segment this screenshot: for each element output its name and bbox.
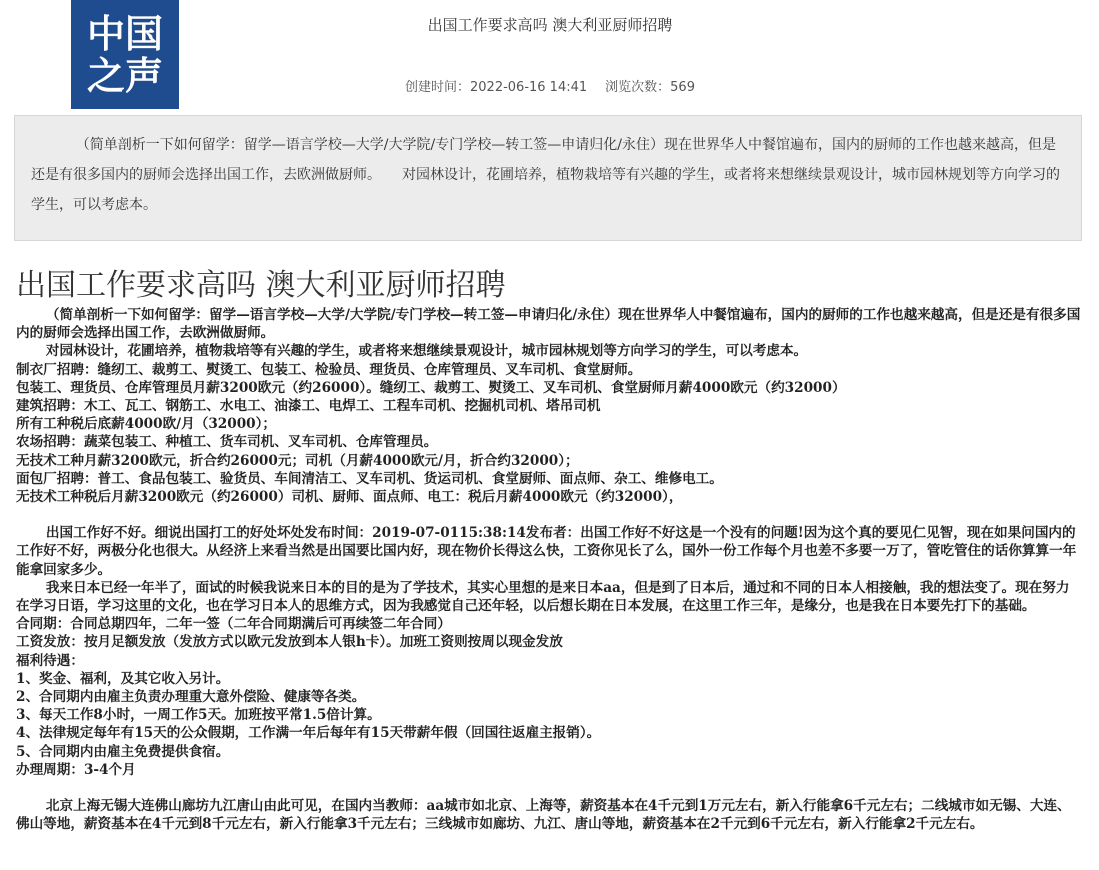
article [16, 266, 1082, 833]
paragraph: 所有工种税后底薪4000欧/月（32000）； [16, 416, 277, 433]
paragraph: 办理周期：3-4个月 [16, 761, 136, 778]
view-count: 浏览次数：569 [605, 80, 695, 95]
site-logo[interactable] [71, 0, 179, 109]
paragraph: 包装工、理货员、仓库管理员月薪3200欧元（约26000）。缝纫工、裁剪工、熨烫工、叉车司机、食堂厨师月薪4000欧元（约32000） [16, 379, 846, 396]
paragraph: 福利待遇： [16, 652, 84, 669]
list-item: 1、奖金、福利，及其它收入另计。 [16, 670, 230, 687]
list-item: 2、合同期内由雇主负责办理重大意外偿险、健康等各类。 [16, 689, 366, 706]
summary-text: （简单剖析一下如何留学：留学—语言学校—大学/大学院/专门学校—转工签—申请归化/永住）现在世界华人中餐馆遍布，国内的厨师的工作也越来越高，但是还是有很多国内的厨师会选择出国工作，去欧洲做厨师。 对园林设计，花圃培养，植物栽培等有兴趣的学生，或者将来想继续景观设计，城市园林规划等方向学习的学生，可以考虑本。 [31, 137, 1060, 213]
paragraph: 工资发放：按月足额发放（发放方式以欧元发放到本人银h卡）。加班工资则按周以现金发放 [16, 634, 563, 651]
created-time: 创建时间：2022-06-16 14:41 [405, 80, 588, 95]
paragraph: 面包厂招聘：普工、食品包装工、验货员、车间清洁工、叉车司机、货运司机、食堂厨师、面点师、杂工、维修电工。 [16, 470, 723, 487]
paragraph: 出国工作好不好。细说出国打工的好处坏处发布时间：2019-07-0115:38:14发布者：出国工作好不好这是一个没有的问题!因为这个真的要见仁见智，现在如果问国内的工作好不好，两极分化也很大。从经济上来看当然是出国要比国内好，现在物价长得这么快，工资你见长了么，国外一份工作每个月也差不多要一万了，管吃管住的话你算算一年能拿回家多少。 [16, 525, 1077, 578]
article-meta [300, 76, 800, 95]
article-title: 出国工作要求高吗 澳大利亚厨师招聘 [16, 268, 506, 303]
summary-box [14, 115, 1082, 241]
paragraph: 北京上海无锡大连佛山廊坊九江唐山由此可见，在国内当教师：aa城市如北京、上海等，薪资基本在4千元到1万元左右，新入行能拿6千元左右；二线城市如无锡、大连、佛山等地，薪资基本在4千元到8千元左右，新入行能拿3千元左右；三线城市如廊坊、九江、唐山等地，薪资基本在2千元到6千元左右，新入行能拿2千元左右。 [16, 798, 1071, 833]
paragraph: 我来日本已经一年半了，面试的时候我说来日本的目的是为了学技术，其实心里想的是来日本aa，但是到了日本后，通过和不同的日本人相接触，我的想法变了。现在努力在学习日语，学习这里的文化，也在学习日本人的思维方式，因为我感觉自己还年轻，以后想长期在日本发展，在这里工作三年，是缘分，也是我在日本要先打下的基础。 [16, 579, 1070, 615]
header-title: 出国工作要求高吗 澳大利亚厨师招聘 [427, 16, 673, 34]
paragraph: 农场招聘：蔬菜包装工、种植工、货车司机、叉车司机、仓库管理员。 [16, 434, 438, 451]
paragraph: （简单剖析一下如何留学：留学—语言学校—大学/大学院/专门学校—转工签—申请归化/永住）现在世界华人中餐馆遍布，国内的厨师的工作也越来越高，但是还是有很多国内的厨师会选择出国工作，去欧洲做厨师。 [16, 307, 1081, 342]
paragraph: 建筑招聘：木工、瓦工、钢筋工、水电工、油漆工、电焊工、工程车司机、挖掘机司机、塔吊司机 [16, 398, 601, 415]
list-item: 3、每天工作8小时，一周工作5天。加班按平常1.5倍计算。 [16, 707, 381, 724]
paragraph: 无技术工种月薪3200欧元，折合约26000元；司机（月薪4000欧元/月，折合约32000）； [16, 452, 579, 469]
logo-text-line1: 中国 [86, 11, 163, 56]
spacer [16, 779, 1082, 797]
list-item: 5、合同期内由雇主免费提供食宿。 [16, 743, 230, 760]
paragraph: 合同期：合同总期四年，二年一签（二年合同期满后可再续签二年合同） [16, 616, 451, 633]
paragraph: 无技术工种税后月薪3200欧元（约26000）司机、厨师、面点师、电工：税后月薪4000欧元（约32000）， [16, 489, 683, 506]
article-body [16, 306, 1082, 833]
list-item: 4、法律规定每年有15天的公众假期，工作满一年后每年有15天带薪年假（回国往返雇主报销）。 [16, 725, 601, 742]
paragraph: 对园林设计，花圃培养，植物栽培等有兴趣的学生，或者将来想继续景观设计，城市园林规划等方向学习的学生，可以考虑本。 [45, 343, 808, 360]
paragraph: 制衣厂招聘：缝纫工、裁剪工、熨烫工、包装工、检验员、理货员、仓库管理员、叉车司机、食堂厨师。 [16, 361, 642, 378]
logo-text-line2: 之声 [86, 53, 163, 98]
spacer [16, 506, 1082, 524]
